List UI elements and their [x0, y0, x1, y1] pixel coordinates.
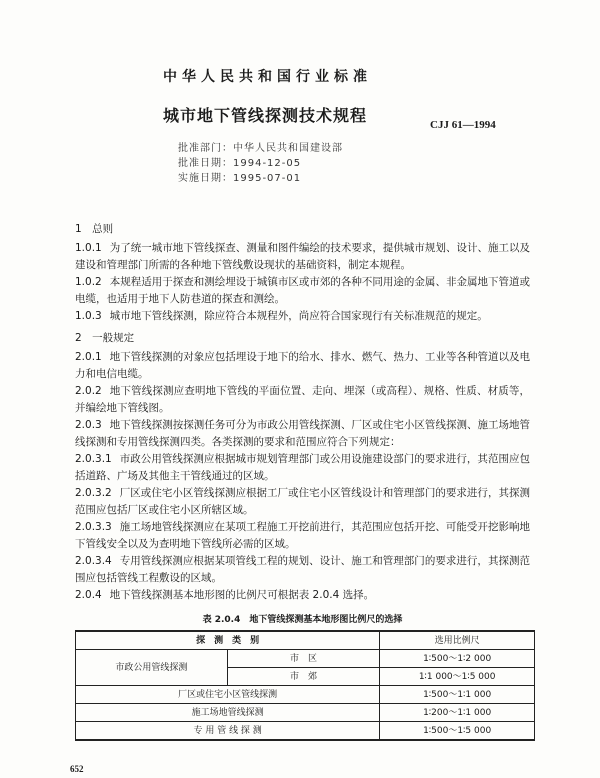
table-row: [76, 704, 535, 722]
clause: 2.0.2 地下管线探测应查明地下管线的平面位置、走向、埋深（或高程）、规格、性质、材质等，并编绘地下管线图。: [75, 385, 530, 414]
effective-date: 实施日期：1995-07-01: [178, 173, 302, 184]
header-category: 探 测 类 别: [76, 631, 380, 650]
table-row: [76, 722, 535, 741]
header-scale: 选用比例尺: [380, 631, 535, 650]
type-cell: 施工场地管线探测: [76, 704, 380, 722]
clause: 2.0.3.3 施工场地管线探测应在某项工程施工开挖前进行，其范围应包括开挖、可能受开挖影响地下管线安全以及为查明地下管线所必需的区域。: [75, 521, 530, 550]
sub-cell: 市 郊: [227, 668, 380, 686]
table-row: [76, 686, 535, 704]
table-caption: 表 2.0.4 地下管线探测基本地形图比例尺的选择: [202, 615, 403, 625]
clause: 1.0.2 本规程适用于探查和测绘埋设于城镇市区或市郊的各种不同用途的金属、非金属地下管道或电缆，也适用于地下人防巷道的探查和测绘。: [75, 276, 530, 305]
page-number: 652: [70, 764, 84, 774]
approval-date: 批准日期：1994-12-05: [178, 158, 302, 169]
table-row: [76, 650, 535, 668]
clause: 2.0.3.4 专用管线探测应根据某项管线工程的规划、设计、施工和管理部门的要求进行，其探测范围应包括管线工程敷设的区域。: [75, 555, 530, 584]
type-cell: 厂区或住宅小区管线探测: [76, 686, 380, 704]
scale-cell: 1∶500～1∶5 000: [380, 722, 535, 741]
clause: 2.0.3.2 厂区或住宅小区管线探测应根据工厂或住宅小区管线设计和管理部门的要求进行，其探测范围应包括厂区或住宅小区所辖区域。: [75, 487, 530, 516]
type-cell: 专 用 管 线 探 测: [76, 722, 380, 741]
document-title: 城市地下管线探测技术规程: [163, 106, 368, 125]
scale-cell: 1∶500～1∶1 000: [380, 686, 535, 704]
scale-table: [75, 630, 535, 741]
table-header-row: [76, 631, 535, 650]
standard-type: 中华人民共和国行业标准: [163, 69, 372, 85]
sub-cell: 市 区: [227, 650, 380, 668]
clause: 2.0.3.1 市政公用管线探测应根据城市规划管理部门或公用设施建设部门的要求进行，其范围应包括道路、广场及其他主干管线通过的区域。: [75, 453, 530, 482]
scale-cell: 1∶200～1∶1 000: [380, 704, 535, 722]
clause: 2.0.3 地下管线探测按探测任务可分为市政公用管线探测、厂区或住宅小区管线探测、施工场地管线探测和专用管线探测四类。各类探测的要求和范围应符合下列规定：: [75, 419, 530, 448]
approval-department: 批准部门：中华人民共和国建设部: [178, 143, 343, 154]
standard-code: CJJ 61—1994: [430, 119, 496, 131]
group-cell: 市政公用管线探测: [76, 650, 228, 686]
section-heading: 1 总则: [75, 223, 114, 235]
document-body: [70, 218, 530, 778]
clause: 1.0.1 为了统一城市地下管线探查、测量和图件编绘的技术要求，提供城市规划、设计、施工以及建设和管理部门所需的各种地下管线敷设现状的基础资料，制定本规程。: [75, 242, 530, 271]
clause: 2.0.4 地下管线探测基本地形图的比例尺可根据表 2.0.4 选择。: [75, 589, 375, 601]
scale-cell: 1∶500～1∶2 000: [380, 650, 535, 668]
clause: 1.0.3 城市地下管线探测，除应符合本规程外，尚应符合国家现行有关标准规范的规定。: [75, 310, 488, 322]
clause: 2.0.1 地下管线探测的对象应包括埋设于地下的给水、排水、燃气、热力、工业等各种管道以及电力和电信电缆。: [75, 351, 530, 380]
section-heading: 2 一般规定: [75, 332, 135, 344]
scale-cell: 1∶1 000～1∶5 000: [380, 668, 535, 686]
